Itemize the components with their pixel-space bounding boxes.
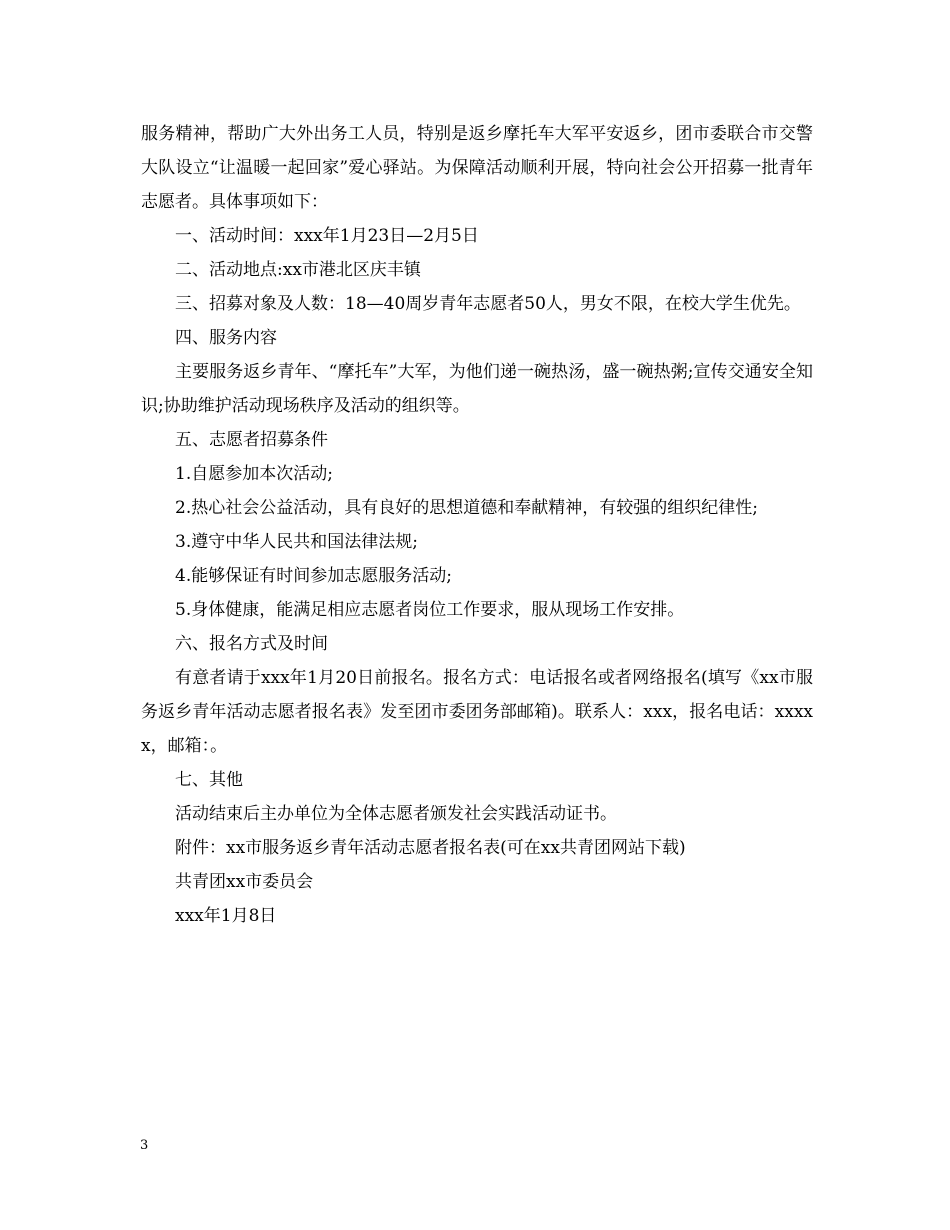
condition-item-4: 4.能够保证有时间参加志愿服务活动; <box>175 566 452 586</box>
paragraph-activity-time: 一、活动时间：xxx年1月23日—2月5日 <box>175 226 479 246</box>
paragraph-recruitment-target: 三、招募对象及人数：18—40周岁青年志愿者50人，男女不限，在校大学生优先。 <box>175 294 801 314</box>
document-body <box>141 117 813 933</box>
condition-item-1: 1.自愿参加本次活动; <box>175 464 333 484</box>
paragraph-activity-location: 二、活动地点:xx市港北区庆丰镇 <box>175 260 421 280</box>
heading-other: 七、其他 <box>175 770 243 790</box>
signature-organization: 共青团xx市委员会 <box>175 872 314 892</box>
heading-service-content: 四、服务内容 <box>175 328 277 348</box>
paragraph-intro: 服务精神，帮助广大外出务工人员，特别是返乡摩托车大军平安返乡，团市委联合市交警大队设立“让温暖一起回家”爱心驿站。为保障活动顺利开展，特向社会公开招募一批青年志愿者。具体事项如下： <box>141 124 813 212</box>
paragraph-registration: 有意者请于xxx年1月20日前报名。报名方式：电话报名或者网络报名(填写《xx市服务返乡青年活动志愿者报名表》发至团市委团务部邮箱)。联系人：xxx，报名电话：xxxxx，邮箱：。 <box>141 668 813 756</box>
condition-item-2: 2.热心社会公益活动，具有良好的思想道德和奉献精神，有较强的组织纪律性; <box>175 498 758 518</box>
paragraph-attachment: 附件：xx市服务返乡青年活动志愿者报名表(可在xx共青团网站下载) <box>175 838 686 858</box>
paragraph-certificate: 活动结束后主办单位为全体志愿者颁发社会实践活动证书。 <box>175 804 617 824</box>
signature-date: xxx年1月8日 <box>175 906 277 926</box>
condition-item-5: 5.身体健康，能满足相应志愿者岗位工作要求，服从现场工作安排。 <box>175 600 685 620</box>
heading-volunteer-conditions: 五、志愿者招募条件 <box>175 430 328 450</box>
condition-item-3: 3.遵守中华人民共和国法律法规; <box>175 532 418 552</box>
page-number: 3 <box>140 1138 149 1153</box>
paragraph-service-content: 主要服务返乡青年、“摩托车”大军，为他们递一碗热汤，盛一碗热粥;宣传交通安全知识;协助维护活动现场秩序及活动的组织等。 <box>141 362 813 416</box>
heading-registration: 六、报名方式及时间 <box>175 634 328 654</box>
